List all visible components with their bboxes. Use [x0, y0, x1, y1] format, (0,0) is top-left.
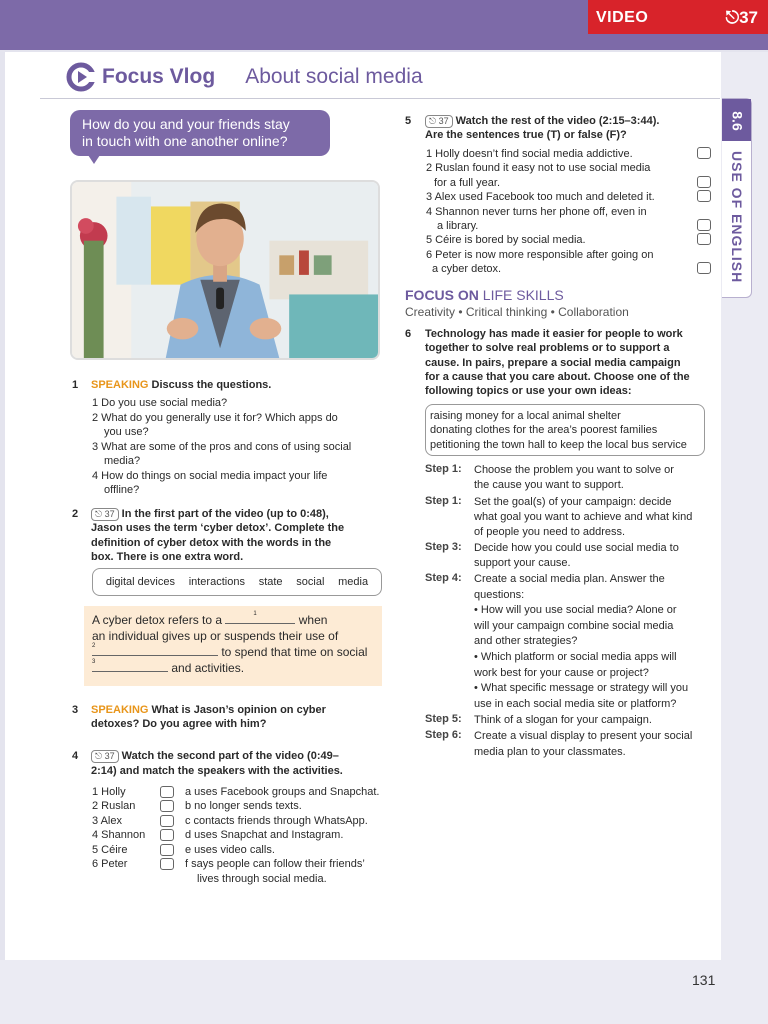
definition-line: 2 to spend that time on social — [92, 643, 368, 659]
true-false-checkbox[interactable] — [697, 176, 711, 188]
bottom-margin — [0, 960, 768, 1024]
answer-checkbox[interactable] — [160, 815, 174, 827]
speaking-tag: SPEAKING — [91, 704, 149, 716]
word-option: media — [338, 576, 369, 588]
step-text: media plan to your classmates. — [474, 746, 626, 758]
ex1-line: 2 What do you generally use it for? Which apps do — [92, 412, 338, 424]
play-icon: ⎋ — [725, 8, 740, 27]
step-text: what goal you want to achieve and what kind — [474, 511, 693, 523]
discussion-bubble — [70, 110, 330, 156]
idea-item: raising money for a local animal shelter — [430, 410, 621, 422]
activity-item: lives through social media. — [197, 873, 327, 885]
idea-item: donating clothes for the area’s poorest families — [430, 424, 658, 436]
statement: a library. — [437, 220, 479, 232]
step-text: will your campaign combine social media — [474, 620, 674, 632]
ex4-line: 2:14) and match the speakers with the activities. — [91, 765, 343, 777]
step-text: Create a social media plan. Answer the — [474, 573, 665, 585]
activity-item: e uses video calls. — [185, 844, 275, 856]
step-text: support your cause. — [474, 557, 571, 569]
step-text: the cause you want to support. — [474, 479, 624, 491]
ex2-line: ⎋ 37 In the first part of the video (up to 0:48), — [91, 507, 329, 522]
idea-item: petitioning the town hall to keep the local bus service — [430, 439, 687, 451]
video-number: ⎋37 — [725, 8, 758, 27]
step-text: work best for your cause or project? — [474, 667, 649, 679]
step-text: of people you need to address. — [474, 526, 626, 538]
step-label: Step 1: — [425, 463, 462, 475]
video-label: VIDEO — [596, 9, 649, 26]
ex1-line: 4 How do things on social media impact your life — [92, 470, 328, 482]
ex6-line: together to solve real problems or to support a — [425, 342, 670, 354]
step-text: Choose the problem you want to solve or — [474, 464, 674, 476]
definition-box — [84, 606, 382, 686]
step-text: use in each social media site or platform? — [474, 698, 677, 710]
ex6-line: Technology has made it easier for people to work — [425, 328, 683, 340]
skills-list: Creativity • Critical thinking • Collaboration — [405, 305, 629, 319]
play-icon: ⎋ — [429, 116, 437, 126]
bubble-line: in touch with one another online? — [82, 133, 288, 149]
gap-2-input[interactable]: 2 — [92, 644, 218, 656]
ex3-number: 3 — [72, 704, 79, 716]
bubble-line: How do you and your friends stay — [82, 116, 290, 132]
video-badge[interactable]: ⎋ 37 — [425, 115, 453, 128]
activity-item: f says people can follow their friends’ — [185, 858, 365, 870]
activity-item: d uses Snapchat and Instagram. — [185, 829, 344, 841]
ex6-line: for a cause that you care about. Choose one of the — [425, 371, 690, 383]
step-text: • What specific message or strategy will you — [474, 682, 689, 694]
gap-3-input[interactable]: 3 — [92, 660, 168, 672]
speaker-name: 1 Holly — [92, 786, 126, 798]
step-label: Step 5: — [425, 713, 462, 725]
step-text: questions: — [474, 589, 525, 601]
word-option: interactions — [188, 576, 245, 588]
ex1-line: media? — [104, 455, 141, 467]
ex6-line: following topics or use your own ideas: — [425, 385, 632, 397]
activity-item: c contacts friends through WhatsApp. — [185, 815, 368, 827]
play-icon: ⎋ — [95, 751, 103, 761]
video-tab[interactable] — [588, 0, 768, 34]
video-badge[interactable]: ⎋ 37 — [91, 750, 119, 763]
ex6-line: cause. In pairs, prepare a social media campaign — [425, 357, 681, 369]
step-text: Create a visual display to present your social — [474, 730, 693, 742]
true-false-checkbox[interactable] — [697, 233, 711, 245]
ex1-line: offline? — [104, 484, 140, 496]
statement: 6 Peter is now more responsible after going on — [426, 249, 654, 261]
word-option: social — [296, 576, 325, 588]
header-divider — [40, 98, 720, 99]
true-false-checkbox[interactable] — [697, 219, 711, 231]
true-false-checkbox[interactable] — [697, 147, 711, 159]
step-text: and other strategies? — [474, 635, 578, 647]
statement: for a full year. — [434, 177, 501, 189]
activity-item: a uses Facebook groups and Snapchat. — [185, 786, 380, 798]
focus-heading: FOCUS ON LIFE SKILLS — [405, 287, 564, 303]
ex2-line: box. There is one extra word. — [91, 551, 244, 563]
bubble-tail — [86, 152, 102, 164]
definition-line: A cyber detox refers to a 1 when — [92, 611, 328, 627]
statement: 2 Ruslan found it easy not to use social media — [426, 162, 651, 174]
ex3-heading: SPEAKING What is Jason’s opinion on cyber — [91, 704, 326, 716]
activity-item: b no longer sends texts. — [185, 800, 302, 812]
definition-line: 3 and activities. — [92, 659, 245, 675]
video-still[interactable] — [70, 180, 380, 360]
answer-checkbox[interactable] — [160, 786, 174, 798]
speaker-name: 4 Shannon — [92, 829, 146, 841]
statement: a cyber detox. — [432, 263, 502, 275]
focus-vlog-logo-icon — [66, 62, 96, 92]
word-option: state — [258, 576, 283, 588]
step-text: • How will you use social media? Alone or — [474, 604, 677, 616]
page-title — [66, 60, 423, 94]
ex1-number: 1 — [72, 379, 79, 391]
step-text: Think of a slogan for your campaign. — [474, 714, 652, 726]
vlogger-illustration — [72, 182, 378, 358]
play-icon: ⎋ — [95, 509, 103, 519]
statement: 4 Shannon never turns her phone off, even in — [426, 206, 647, 218]
step-label: Step 6: — [425, 729, 462, 741]
step-text: • Which platform or social media apps will — [474, 651, 677, 663]
page-number: 131 — [692, 972, 716, 988]
ex1-line: 3 What are some of the pros and cons of using social — [92, 441, 352, 453]
speaker-name: 5 Céire — [92, 844, 128, 856]
statement: 1 Holly doesn’t find social media addictive. — [426, 148, 633, 160]
ex1-heading — [91, 378, 271, 393]
ex1-line: you use? — [104, 426, 149, 438]
word-box — [92, 568, 382, 596]
answer-checkbox[interactable] — [160, 800, 174, 812]
word-option: digital devices — [105, 576, 175, 588]
ex5-line: Are the sentences true (T) or false (F)? — [425, 129, 627, 141]
step-label: Step 3: — [425, 541, 462, 553]
ex2-line: definition of cyber detox with the words in the — [91, 537, 332, 549]
ex2-line: Jason uses the term ‘cyber detox’. Complete the — [91, 522, 345, 534]
ex5-number: 5 — [405, 115, 412, 127]
step-label: Step 1: — [425, 495, 462, 507]
statement: 3 Alex used Facebook too much and deleted it. — [426, 191, 655, 203]
ex4-line: ⎋ 37 Watch the second part of the video (0:49– — [91, 749, 339, 764]
unit-badge: 8.6 — [722, 99, 751, 141]
answer-checkbox[interactable] — [160, 858, 174, 870]
lesson-title: About social media — [245, 65, 423, 88]
ex1-title: Discuss the questions. — [151, 379, 272, 391]
step-text: Decide how you could use social media to — [474, 542, 679, 554]
true-false-checkbox[interactable] — [697, 262, 711, 274]
ex4-number: 4 — [72, 750, 79, 762]
ex1-line: 1 Do you use social media? — [92, 397, 228, 409]
answer-checkbox[interactable] — [160, 829, 174, 841]
step-text: Set the goal(s) of your campaign: decide — [474, 496, 672, 508]
speaker-name: 3 Alex — [92, 815, 122, 827]
ex2-number: 2 — [72, 508, 79, 520]
video-badge[interactable]: ⎋ 37 — [91, 508, 119, 521]
section-tab — [722, 98, 752, 298]
gap-1-input[interactable]: 1 — [225, 612, 295, 624]
section-label: USE OF ENGLISH — [729, 151, 745, 284]
step-label: Step 4: — [425, 572, 462, 584]
speaker-name: 2 Ruslan — [92, 800, 136, 812]
speaker-name: 6 Peter — [92, 858, 128, 870]
answer-checkbox[interactable] — [160, 844, 174, 856]
brand-name: Focus Vlog — [102, 65, 216, 88]
statement: 5 Céire is bored by social media. — [426, 234, 586, 246]
ex3-line: detoxes? Do you agree with him? — [91, 718, 267, 730]
ex6-number: 6 — [405, 328, 412, 340]
speaking-tag: SPEAKING — [91, 379, 149, 391]
definition-line: an individual gives up or suspends their use of — [92, 629, 339, 643]
true-false-checkbox[interactable] — [697, 190, 711, 202]
ex5-line: ⎋ 37 Watch the rest of the video (2:15–3:44). — [425, 114, 659, 129]
